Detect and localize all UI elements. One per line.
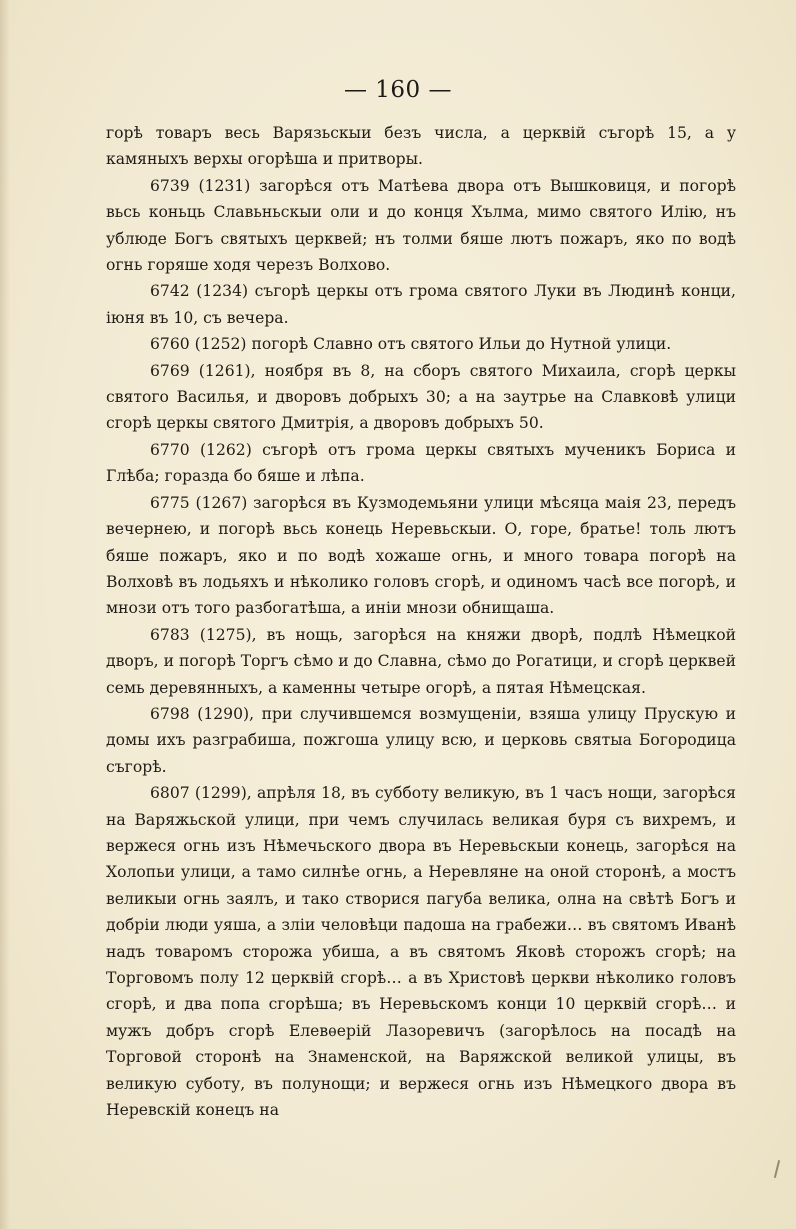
paragraph-continuation: горѣ товаръ весь Варязьскыи безъ числа, а церквій съгорѣ 15, а у камяныхъ верхы огорѣша и притворы. [106,124,736,169]
paragraph-6742: 6742 (1234) съгорѣ церкы отъ грома святого Луки въ Людинѣ конци, іюня въ 10, съ вечера. [106,282,736,327]
paragraph-6770: 6770 (1262) съгорѣ отъ грома церкы святыхъ мученикъ Бориса и Глѣба; горазда бо бяше и лѣпа. [106,440,736,486]
page-body-text [106,120,736,1123]
margin-pencil-mark [774,1160,780,1178]
paragraph-6739: 6739 (1231) загорѣся отъ Матѣева двора отъ Вышковиця, и погорѣ вьсь коньць Славьньскыи оли и до конця Хълма, мимо святого Илію, нъ ублюде Богъ святыхъ церквей; нъ толми бяше лютъ пожаръ, яко по водѣ огнь горяше ходя черезъ Волхово. [106,176,736,275]
paragraph-6769: 6769 (1261), ноября въ 8, на сборъ святого Михаила, сгорѣ церкы святого Василья, и дворовъ добрыхъ 30; а на заутрье на Славковѣ улици сгорѣ церкы святого Дмитрія, а дворовъ добрыхъ 50. [106,361,736,433]
paragraph-6807: 6807 (1299), апрѣля 18, въ субботу великую, въ 1 часъ нощи, загорѣся на Варяжьской улици, при чемъ случилась великая буря съ вихремъ, и вержеся огнь изъ Нѣмечьского двора въ Неревьскыи конець, загорѣся на Холопьи улици, а тамо силнѣе огнь, а Неревляне на оной сторонѣ, а мостъ великыи огнь заялъ, и тако створися пагуба велика, олна на свѣтѣ Богъ и добріи люди уяша, а зліи человѣци падоша на грабежи… въ святомъ Иванѣ надъ товаромъ сторожа убиша, а въ святомъ Яковѣ сторожъ сгорѣ; на Торговомъ полу 12 церквій сгорѣ… а въ Христовѣ церкви нѣколико головъ сгорѣ, и два попа сгорѣша; въ Неревьскомъ конци 10 церквій сгорѣ… и мужъ добръ сгорѣ Елевѳерій Лазоревичъ (загорѣлось на посадѣ на Торговой сторонѣ на Знаменской, на Варяжской великой улицы, въ великую суботу, въ полунощи; и вержеся огнь изъ Нѣмецкого двора въ Неревскій конецъ на [106,784,736,1120]
page-edge-shadow [0,0,10,1229]
paragraph-6760: 6760 (1252) погорѣ Славно отъ святого Ильи до Нутной улици. [150,335,672,354]
page-number: — 160 — [343,77,453,103]
paragraph-6775: 6775 (1267) загорѣся въ Кузмодемьяни улици мѣсяца маія 23, передъ вечернею, и погорѣ вьсь конець Неревьскыи. О, горе, братье! толь лютъ бяше пожаръ, яко и по водѣ хожаше огнь, и много товара погорѣ на Волховѣ въ лодьяхъ и нѣколико головъ сгорѣ, и одиномъ часѣ все погорѣ, и мнози отъ того разбогатѣша, а иніи мнози обнищаша. [106,493,736,618]
paragraph-6783: 6783 (1275), въ нощь, загорѣся на княжи дворѣ, подлѣ Нѣмецкой дворъ, и погорѣ Торгъ сѣмо и до Славна, сѣмо до Рогатици, и сгорѣ церквей семь деревянныхъ, а каменны четыре огорѣ, а пятая Нѣмецская. [106,625,736,697]
paragraph-6798: 6798 (1290), при случившемся возмущеніи, взяша улицу Прускую и домы ихъ разграбиша, пожгоша улицу всю, и церковь святыа Богородица съгорѣ. [106,704,736,776]
